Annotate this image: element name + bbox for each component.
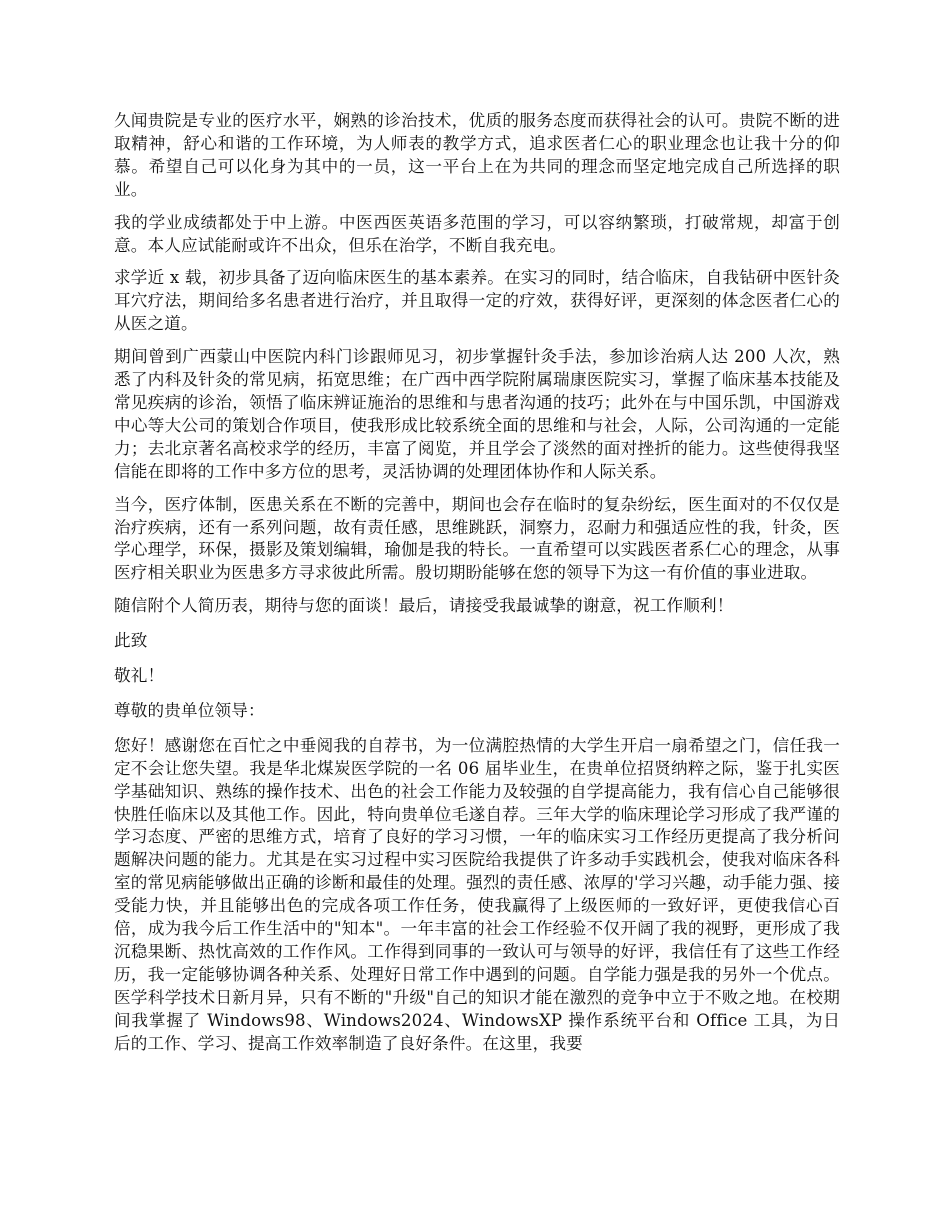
paragraph-study: 求学近 x 载，初步具备了迈向临床医生的基本素养。在实习的同时，结合临床，自我钻研中医针灸耳穴疗法，期间给多名患者进行治疗，并且取得一定的疗效，获得好评，更深刻的体念医者仁心的从医之道。 [114, 268, 840, 334]
paragraph-experience: 期间曾到广西蒙山中医院内科门诊跟师见习，初步掌握针灸手法，参加诊治病人达 200 人次，熟悉了内科及针灸的常见病，拓宽思维；在广西中西学院附属瑞康医院实习，掌握了临床基本技能及常见疾病的诊治，领悟了临床辨证施治的思维和与患者沟通的技巧；此外在与中国乐凯，中国游戏中心等大公司的策划合作项目，使我形成比较系统全面的思维和与社会，人际，公司沟通的一定能力；去北京著名高校求学的经历，丰富了阅览，并且学会了淡然的面对挫折的能力。这些使得我坚信能在即将的工作中多方位的思考，灵活协调的处理团体协作和人际关系。 [114, 347, 840, 481]
document-body [114, 110, 840, 1066]
paragraph-outlook: 当今，医疗体制，医患关系在不断的完善中，期间也会存在临时的复杂纷纭，医生面对的不仅仅是治疗疾病，还有一系列问题，故有责任感，思维跳跃，洞察力，忍耐力和强适应性的我，针灸，医学心理学，环保，摄影及策划编辑，瑜伽是我的特长。一直希望可以实践医者系仁心的理念，从事医疗相关职业为医患多方寻求彼此所需。殷切期盼能够在您的领导下为这一有价值的事业进取。 [114, 494, 840, 583]
paragraph-closing: 随信附个人简历表，期待与您的面谈！最后，请接受我最诚挚的谢意，祝工作顺利！ [114, 596, 734, 616]
greeting-line: 尊敬的贵单位领导： [114, 700, 265, 720]
salutation-cizhi: 此致 [114, 631, 148, 651]
paragraph-intro: 久闻贵院是专业的医疗水平，娴熟的诊治技术，优质的服务态度而获得社会的认可。贵院不断的进取精神，舒心和谐的工作环境，为人师表的教学方式，追求医者仁心的职业理念也让我十分的仰慕。希望自己可以化身为其中的一员，这一平台上在为共同的理念而坚定地完成自己所选择的职业。 [114, 111, 840, 199]
paragraph-self-recommendation: 您好！感谢您在百忙之中垂阅我的自荐书，为一位满腔热情的大学生开启一扇希望之门，信任我一定不会让您失望。我是华北煤炭医学院的一名 06 届毕业生，在贵单位招贤纳粹之际，鉴于扎实医学基础知识、熟练的操作技术、出色的社会工作能力及较强的自学提高能力，我有信心自己能够很快胜任临床以及其他工作。因此，特向贵单位毛遂自荐。三年大学的临床理论学习形成了我严谨的学习态度、严密的思维方式，培育了良好的学习习惯，一年的临床实习工作经历更提高了我分析问题解决问题的能力。尤其是在实习过程中实习医院给我提供了许多动手实践机会，使我对临床各科室的常见病能够做出正确的诊断和最佳的处理。强烈的责任感、浓厚的'学习兴趣，动手能力强、接受能力快，并且能够出色的完成各项工作任务，使我赢得了上级医师的一致好评，更使我信心百倍，成为我今后工作生活中的"知本"。一年丰富的社会工作经验不仅开阔了我的视野，更形成了我沉稳果断、热忱高效的工作作风。工作得到同事的一致认可与领导的好评，我信任有了这些工作经历，我一定能够协调各种关系、处理好日常工作中遇到的问题。自学能力强是我的另外一个优点。医学科学技术日新月异，只有不断的"升级"自己的知识才能在激烈的竞争中立于不败之地。在校期间我掌握了 Windows98、Windows2024、WindowsXP 操作系统平台和 Office 工具，为日后的工作、学习、提高工作效率制造了良好条件。在这里，我要 [114, 735, 840, 1053]
salutation-jingli: 敬礼！ [114, 666, 165, 686]
paragraph-academics: 我的学业成绩都处于中上游。中医西医英语多范围的学习，可以容纳繁琐，打破常规，却富于创意。本人应试能耐或许不出众，但乐在治学，不断自我充电。 [114, 212, 840, 255]
